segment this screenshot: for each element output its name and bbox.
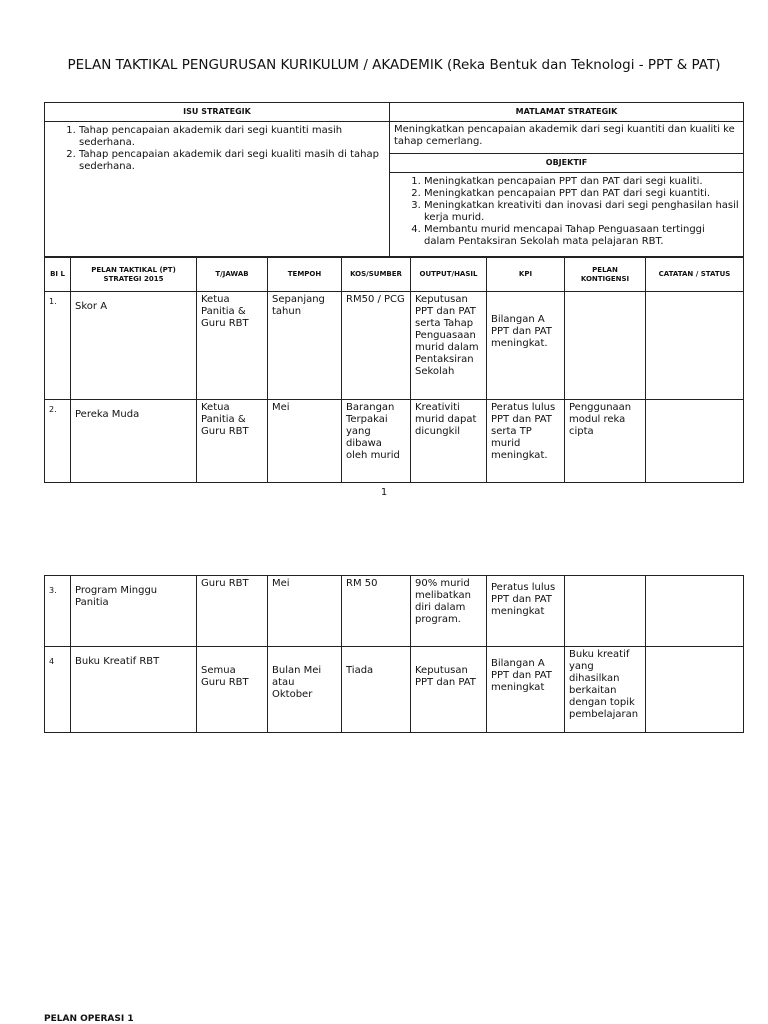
table-row bbox=[45, 292, 744, 400]
row-kontigensi bbox=[565, 576, 646, 647]
objektif-item: 4. Membantu murid mencapai Tahap Penguasaan tertinggi dalam Pentaksiran Sekolah mata pelajaran RBT. bbox=[424, 224, 739, 248]
row-catatan bbox=[646, 576, 744, 647]
row-kontigensi: Buku kreatif yang dihasilkan berkaitan dengan topik pembelajaran bbox=[565, 647, 646, 733]
col-tjawab: T/JAWAB bbox=[197, 258, 268, 292]
isu-item: 2. Tahap pencapaian akademik dari segi kualiti masih di tahap sederhana. bbox=[79, 149, 385, 173]
isu-list bbox=[49, 125, 385, 173]
isu-heading: ISU STRATEGIK bbox=[45, 103, 390, 122]
objektif-cell bbox=[390, 173, 744, 257]
objektif-list bbox=[394, 176, 739, 248]
document-title: PELAN TAKTIKAL PENGURUSAN KURIKULUM / AKADEMIK (Reka Bentuk dan Teknologi - PPT & PAT) bbox=[67, 57, 721, 73]
row-tempoh: Sepanjang tahun bbox=[268, 292, 342, 400]
row-bil: 4 bbox=[45, 647, 71, 733]
page-number: 1 bbox=[380, 487, 388, 498]
table-row bbox=[45, 647, 744, 733]
row-pt: Skor A bbox=[71, 292, 197, 400]
table-row bbox=[45, 400, 744, 483]
column-header-row bbox=[45, 258, 744, 292]
table-row bbox=[45, 576, 744, 647]
row-kos: Tiada bbox=[342, 647, 411, 733]
row-output: Keputusan PPT dan PAT bbox=[411, 647, 487, 733]
row-tjawab: Ketua Panitia & Guru RBT bbox=[197, 292, 268, 400]
col-kpi: KPI bbox=[487, 258, 565, 292]
row-tempoh: Mei bbox=[268, 576, 342, 647]
objektif-item: 3. Meningkatkan kreativiti dan inovasi dari segi penghasilan hasil kerja murid. bbox=[424, 200, 739, 224]
col-tempoh: TEMPOH bbox=[268, 258, 342, 292]
col-pelan-kontigensi: PELAN KONTIGENSI bbox=[565, 258, 646, 292]
strategy-header-table bbox=[44, 102, 744, 257]
row-catatan bbox=[646, 400, 744, 483]
row-kpi: Bilangan A PPT dan PAT meningkat. bbox=[487, 292, 565, 400]
row-bil: 2. bbox=[45, 400, 71, 483]
row-tjawab: Ketua Panitia & Guru RBT bbox=[197, 400, 268, 483]
col-output-hasil: OUTPUT/HASIL bbox=[411, 258, 487, 292]
plan-table-page1 bbox=[44, 257, 744, 483]
row-tjawab: Guru RBT bbox=[197, 576, 268, 647]
isu-item: 1. Tahap pencapaian akademik dari segi kuantiti masih sederhana. bbox=[79, 125, 385, 149]
row-pt: Pereka Muda bbox=[71, 400, 197, 483]
row-kpi: Peratus lulus PPT dan PAT meningkat bbox=[487, 576, 565, 647]
row-kos: RM50 / PCG bbox=[342, 292, 411, 400]
row-pt: Program Minggu Panitia bbox=[71, 576, 197, 647]
row-output: Kreativiti murid dapat dicungkil bbox=[411, 400, 487, 483]
row-output: 90% murid melibatkan diri dalam program. bbox=[411, 576, 487, 647]
row-tempoh: Bulan Mei atau Oktober bbox=[268, 647, 342, 733]
objektif-item: 2. Meningkatkan pencapaian PPT dan PAT dari segi kuantiti. bbox=[424, 188, 739, 200]
col-bil: BI L bbox=[45, 258, 71, 292]
row-kpi: Peratus lulus PPT dan PAT serta TP murid meningkat. bbox=[487, 400, 565, 483]
matlamat-heading: MATLAMAT STRATEGIK bbox=[390, 103, 744, 122]
row-tempoh: Mei bbox=[268, 400, 342, 483]
row-kpi: Bilangan A PPT dan PAT meningkat bbox=[487, 647, 565, 733]
row-kos: RM 50 bbox=[342, 576, 411, 647]
col-kos-sumber: KOS/SUMBER bbox=[342, 258, 411, 292]
isu-cell bbox=[45, 122, 390, 257]
row-kontigensi bbox=[565, 292, 646, 400]
plan-table-page2 bbox=[44, 575, 744, 733]
col-pelan-taktikal: PELAN TAKTIKAL (PT) STRATEGI 2015 bbox=[71, 258, 197, 292]
objektif-item: 1. Meningkatkan pencapaian PPT dan PAT dari segi kualiti. bbox=[424, 176, 739, 188]
col-catatan-status: CATATAN / STATUS bbox=[646, 258, 744, 292]
matlamat-text: Meningkatkan pencapaian akademik dari segi kuantiti dan kualiti ke tahap cemerlang. bbox=[390, 122, 744, 154]
row-output: Keputusan PPT dan PAT serta Tahap Penguasaan murid dalam Pentaksiran Sekolah bbox=[411, 292, 487, 400]
objektif-heading: OBJEKTIF bbox=[390, 154, 744, 173]
row-kontigensi: Penggunaan modul reka cipta bbox=[565, 400, 646, 483]
row-pt: Buku Kreatif RBT bbox=[71, 647, 197, 733]
row-bil: 1. bbox=[45, 292, 71, 400]
row-kos: Barangan Terpakai yang dibawa oleh murid bbox=[342, 400, 411, 483]
row-catatan bbox=[646, 292, 744, 400]
footer-heading: PELAN OPERASI 1 bbox=[44, 1014, 134, 1024]
row-bil: 3. bbox=[45, 576, 71, 647]
row-tjawab: Semua Guru RBT bbox=[197, 647, 268, 733]
row-catatan bbox=[646, 647, 744, 733]
